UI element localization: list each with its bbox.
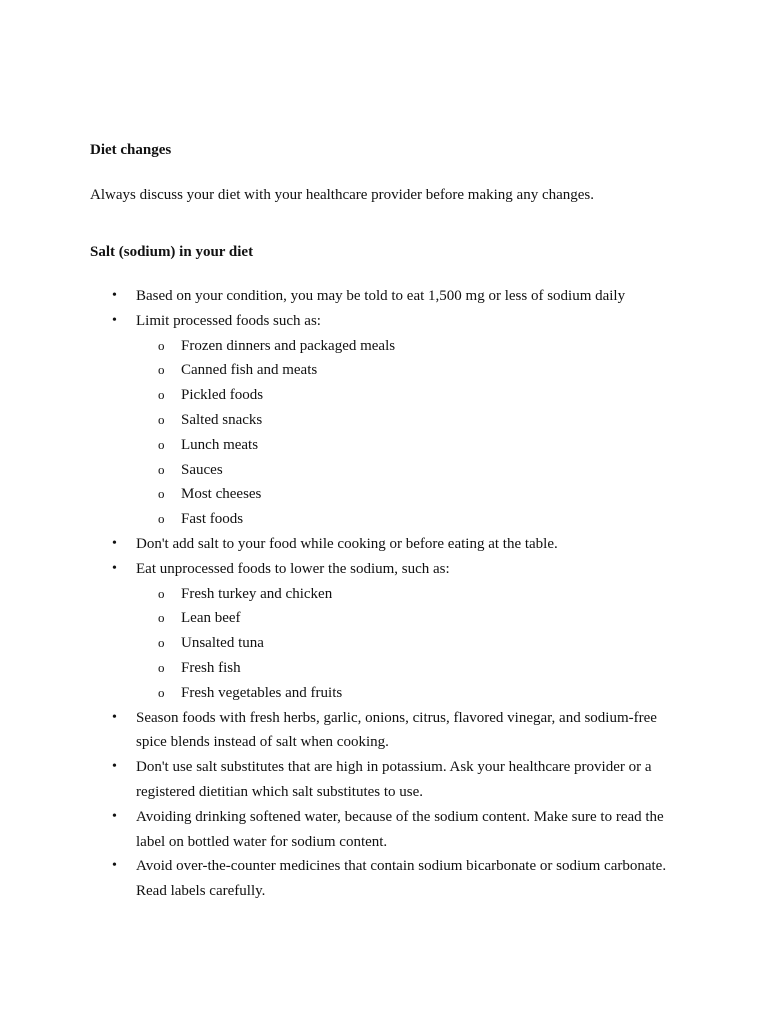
list-item — [0, 284, 768, 309]
sub-list-item-text: Pickled foods — [181, 387, 264, 404]
bullet-icon: • — [112, 709, 117, 725]
sub-list-container — [0, 334, 768, 532]
sub-list-item-text: Fresh fish — [181, 659, 241, 676]
circle-bullet-icon: o — [158, 387, 165, 403]
list-item-text: Based on your condition, you may be told to eat 1,500 mg or less of sodium daily — [136, 288, 626, 304]
sub-list-item — [0, 408, 768, 433]
sub-list-item-text: Salted snacks — [181, 411, 263, 428]
sub-list-item — [0, 582, 768, 607]
section-heading: Salt (sodium) in your diet — [90, 244, 254, 260]
sub-list-item — [0, 383, 768, 408]
sub-list-item-text: Most cheeses — [181, 486, 262, 503]
sub-list-item-text: Unsalted tuna — [181, 635, 264, 652]
sub-list-container — [0, 582, 768, 706]
circle-bullet-icon: o — [158, 436, 165, 452]
sub-list-item — [0, 433, 768, 458]
sub-list-item-text: Lunch meats — [181, 436, 259, 453]
sub-list-item — [0, 358, 768, 383]
sub-list-item-text: Sauces — [181, 461, 223, 478]
circle-bullet-icon: o — [158, 362, 165, 378]
bullet-icon: • — [112, 808, 117, 824]
list-item-text: Avoid over-the-counter medicines that contain sodium bicarbonate or sodium carbonate. Read labels carefully. — [136, 858, 667, 900]
bullet-list — [0, 284, 768, 904]
sub-list-item — [0, 458, 768, 483]
bullet-icon: • — [112, 560, 117, 576]
sub-list-item-text: Fresh vegetables and fruits — [181, 684, 343, 701]
sub-list-item — [0, 656, 768, 681]
list-item-text: Avoiding drinking softened water, because of the sodium content. Make sure to read the label on bottled water for sodium content. — [136, 808, 664, 850]
circle-bullet-icon: o — [158, 585, 165, 601]
list-item — [0, 706, 768, 756]
sub-list-item-text: Canned fish and meats — [181, 362, 318, 379]
page-title: Diet changes — [90, 142, 172, 158]
sub-list-item-text: Frozen dinners and packaged meals — [181, 337, 396, 354]
sub-list-item — [0, 681, 768, 706]
sub-list-item — [0, 631, 768, 656]
list-item-text: Don't use salt substitutes that are high in potassium. Ask your healthcare provider or a registered dietitian which salt substitutes to use. — [136, 759, 652, 800]
list-item-text: Eat unprocessed foods to lower the sodium, such as: — [136, 560, 450, 577]
circle-bullet-icon: o — [158, 659, 165, 675]
sub-list-item — [0, 606, 768, 631]
list-item-text: Limit processed foods such as: — [136, 312, 321, 329]
list-item — [0, 854, 768, 904]
list-item — [0, 532, 768, 557]
sub-list-item-text: Lean beef — [181, 610, 241, 627]
sub-list-item — [0, 482, 768, 507]
sub-list-item-text: Fast foods — [181, 511, 244, 528]
sub-list-item — [0, 334, 768, 359]
circle-bullet-icon: o — [158, 635, 165, 651]
circle-bullet-icon: o — [158, 337, 165, 353]
circle-bullet-icon: o — [158, 684, 165, 700]
intro-paragraph: Always discuss your diet with your healthcare provider before making any changes. — [90, 187, 595, 203]
bullet-icon: • — [112, 858, 117, 874]
sub-list — [0, 582, 768, 706]
sub-list — [0, 334, 768, 532]
circle-bullet-icon: o — [158, 411, 165, 427]
sub-list-item-text: Fresh turkey and chicken — [181, 585, 333, 602]
list-item-text: Don't add salt to your food while cooking or before eating at the table. — [136, 535, 558, 552]
list-item — [0, 309, 768, 334]
list-item — [0, 755, 768, 805]
list-item — [0, 805, 768, 855]
bullet-icon: • — [112, 759, 117, 775]
circle-bullet-icon: o — [158, 610, 165, 626]
circle-bullet-icon: o — [158, 511, 165, 527]
sub-list-item — [0, 507, 768, 532]
circle-bullet-icon: o — [158, 461, 165, 477]
list-item — [0, 557, 768, 582]
bullet-icon: • — [112, 312, 117, 328]
bullet-icon: • — [112, 535, 117, 551]
list-item-text: Season foods with fresh herbs, garlic, onions, citrus, flavored vinegar, and sodium-free spice blends instead of salt when cooking. — [136, 709, 657, 751]
bullet-icon: • — [112, 288, 117, 303]
circle-bullet-icon: o — [158, 486, 165, 502]
